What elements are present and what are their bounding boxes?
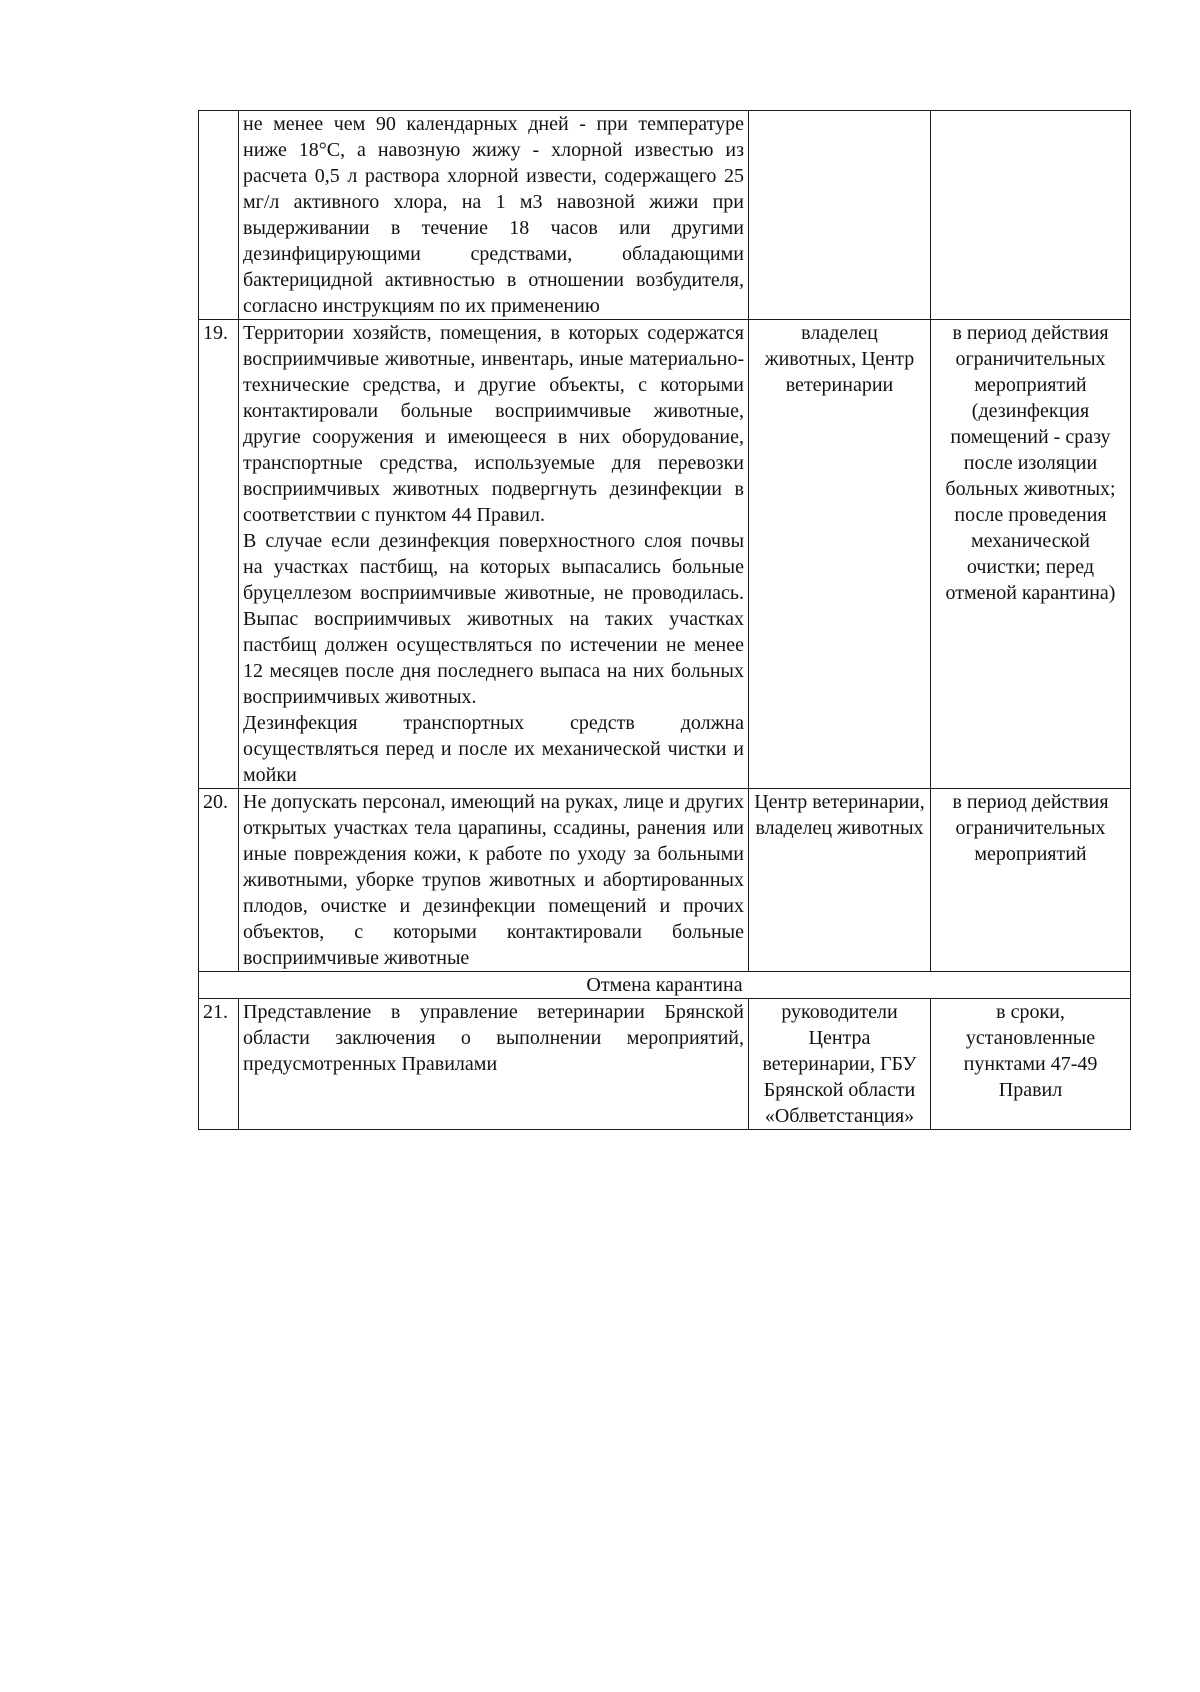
deadline-cell	[931, 111, 1131, 320]
measure-cell	[239, 999, 749, 1130]
section-title: Отмена карантина	[199, 972, 1131, 999]
measure-paragraph: не менее чем 90 календарных дней - при температуре ниже 18°С, а навозную жижу - хлорной известью из расчета 0,5 л раствора хлорной извести, содержащего 25 мг/л активного хлора, на 1 м3 навозной жижи при выдерживании в течение 18 часов или другими дезинфицирующими средствами, обладающими бактерицидной активностью в отношении возбудителя, согласно инструкциям по их применению	[243, 113, 744, 317]
deadline-cell: в период действия ограничительных мероприятий	[931, 789, 1131, 972]
table-row	[199, 111, 1131, 320]
deadline-cell: в сроки, установленные пунктами 47-49 Правил	[931, 999, 1131, 1130]
measure-paragraph: Дезинфекция транспортных средств должна осуществляться перед и после их механической чистки и мойки	[243, 712, 744, 786]
measure-cell	[239, 320, 749, 789]
responsible-cell: руководители Центра ветеринарии, ГБУ Брянской области «Облветстанция»	[749, 999, 931, 1130]
row-number: 19.	[199, 320, 239, 789]
measure-cell	[239, 789, 749, 972]
measure-paragraph: Не допускать персонал, имеющий на руках, лице и других открытых участках тела царапины, ссадины, ранения или иные повреждения кожи, к работе по уходу за больными животными, уборке трупов животных и абортированных плодов, очистке и дезинфекции помещений и прочих объектов, с которыми контактировали больные восприимчивые животные	[243, 791, 744, 969]
responsible-cell	[749, 111, 931, 320]
measure-cell	[239, 111, 749, 320]
deadline-cell: в период действия ограничительных мероприятий (дезинфекция помещений - сразу после изоляции больных животных; после проведения механической очистки; перед отменой карантина)	[931, 320, 1131, 789]
section-row	[199, 972, 1131, 999]
responsible-cell: Центр ветеринарии, владелец животных	[749, 789, 931, 972]
table-row	[199, 999, 1131, 1130]
measure-paragraph: Территории хозяйств, помещения, в которых содержатся восприимчивые животные, инвентарь, иные материально-технические средства, и другие объекты, с которыми контактировали больные восприимчивые животные, другие сооружения и имеющееся в них оборудование, транспортные средства, используемые для перевозки восприимчивых животных подвергнуть дезинфекции в соответствии с пунктом 44 Правил.	[243, 322, 744, 526]
measure-paragraph: Представление в управление ветеринарии Брянской области заключения о выполнении мероприятий, предусмотренных Правилами	[243, 1001, 744, 1075]
table-row	[199, 320, 1131, 789]
row-number: 20.	[199, 789, 239, 972]
responsible-cell: владелец животных, Центр ветеринарии	[749, 320, 931, 789]
table-row	[199, 789, 1131, 972]
row-number: 21.	[199, 999, 239, 1130]
row-number	[199, 111, 239, 320]
measures-table	[198, 110, 1131, 1130]
measure-paragraph: В случае если дезинфекция поверхностного слоя почвы на участках пастбищ, на которых выпасались больные бруцеллезом восприимчивые животные, не проводилась. Выпас восприимчивых животных на таких участках пастбищ должен осуществляться по истечении не менее 12 месяцев после дня последнего выпаса на них больных восприимчивых животных.	[243, 530, 744, 708]
